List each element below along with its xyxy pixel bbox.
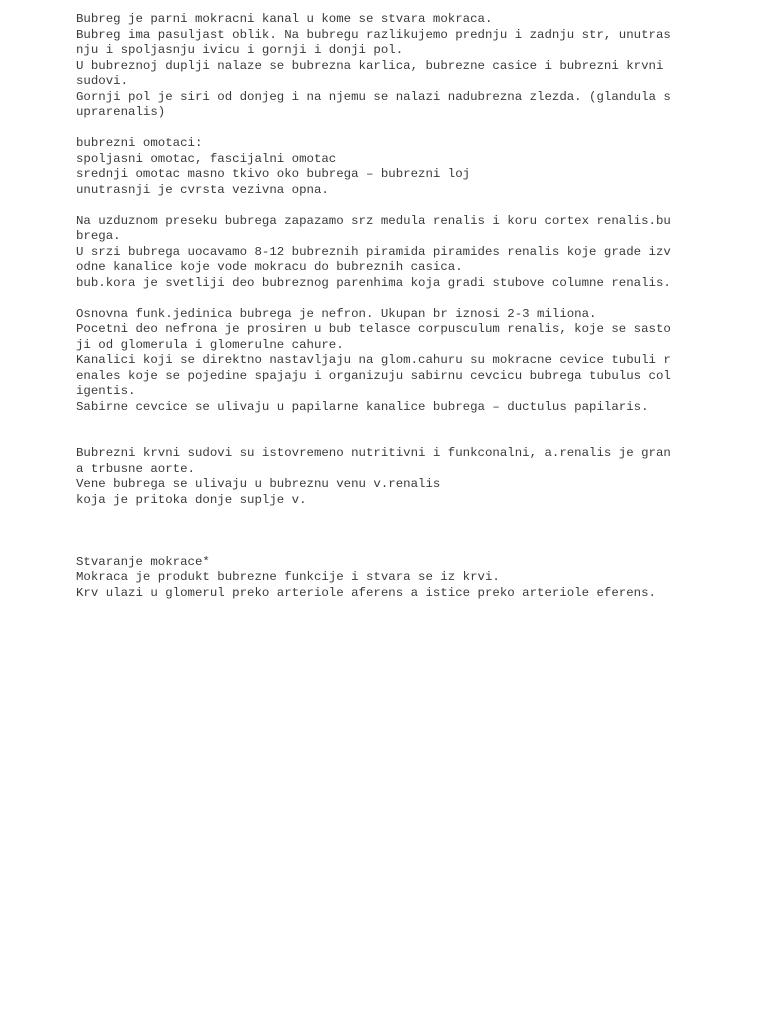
text-line: enales koje se pojedine spajaju i organizuju sabirnu cevcicu bubrega tubulus col [76,368,671,383]
text-line: Osnovna funk.jedinica bubrega je nefron. Ukupan br iznosi 2-3 miliona. [76,306,597,321]
text-line: igentis. [76,384,136,398]
text-line: Mokraca je produkt bubrezne funkcije i stvara se iz krvi. [76,570,500,584]
text-line: srednji omotac masno tkivo oko bubrega – bubrezni loj [76,167,471,181]
text-line: Vene bubrega se ulivaju u bubreznu venu v.renalis [76,477,441,491]
text-line: uprarenalis) [76,105,166,119]
text-line [76,291,676,307]
text-line [76,508,676,524]
text-line [76,524,676,540]
text-line: Pocetni deo nefrona je prosiren u bub telasce corpusculum renalis, koje se sasto [76,322,671,336]
text-line: Stvaranje mokrace* [76,554,210,569]
text-line: nju i spoljasnju ivicu i gornji i donji pol. [76,43,404,57]
text-line: a trbusne aorte. [76,461,195,476]
text-line [76,415,676,431]
text-line: Na uzduznom preseku bubrega zapazamo srz medula renalis i koru cortex renalis.bu [76,213,671,228]
text-line: sudovi. [76,74,129,88]
text-line: odne kanalice koje vode mokracu do bubreznih casica. [76,260,463,274]
text-line: Bubreg ima pasuljast oblik. Na bubregu razlikujemo prednju i zadnju str, unutras [76,27,671,42]
text-line [76,539,676,555]
text-line: ji od glomerula i glomerulne cahure. [76,337,344,352]
text-line: spoljasni omotac, fascijalni omotac [76,151,337,166]
text-line: Kanalici koji se direktno nastavljaju na glom.cahuru su mokracne cevice tubuli r [76,353,671,367]
text-line: bubrezni omotaci: [76,136,203,150]
text-line: Krv ulazi u glomerul preko arteriole aferens a istice preko arteriole eferens. [76,585,656,600]
text-line: bub.kora je svetliji deo bubreznog parenhima koja gradi stubove columne renalis. [76,275,671,290]
text-line: unutrasnji je cvrsta vezivna opna. [76,182,329,197]
text-line: Sabirne cevcice se ulivaju u papilarne kanalice bubrega – ductulus papilaris. [76,399,649,414]
text-line: U srzi bubrega uocavamo 8-12 bubreznih piramida piramides renalis koje grade izv [76,244,671,259]
document-text [76,12,676,601]
text-line: Bubreg je parni mokracni kanal u kome se stvara mokraca. [76,12,493,26]
text-line: brega. [76,229,121,243]
text-line [76,198,676,214]
text-line [76,431,676,447]
text-line: Gornji pol je siri od donjeg i na njemu se nalazi nadubrezna zlezda. (glandula s [76,89,671,104]
text-line: U bubreznoj duplji nalaze se bubrezna karlica, bubrezne casice i bubrezni krvni [76,58,664,73]
text-line [76,121,676,137]
text-line: Bubrezni krvni sudovi su istovremeno nutritivni i funkconalni, a.renalis je gran [76,446,671,460]
text-line: koja je pritoka donje suplje v. [76,492,307,507]
